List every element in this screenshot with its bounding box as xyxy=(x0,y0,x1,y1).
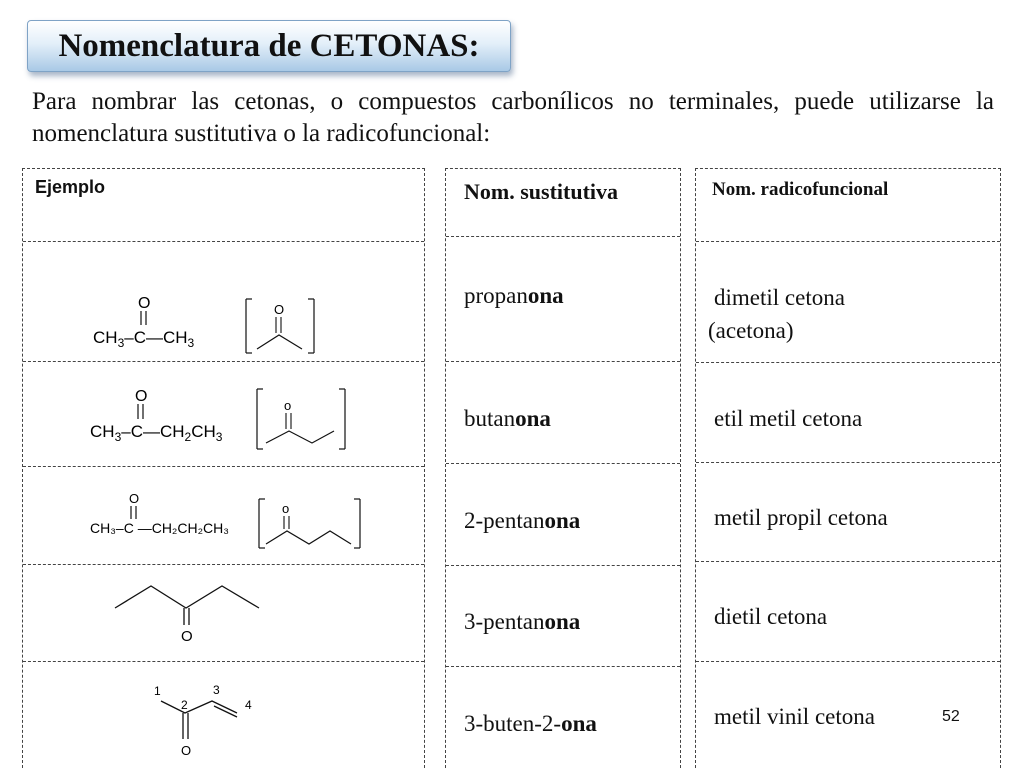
but-3-en-2-one-structure xyxy=(23,661,426,769)
carbon-number-2: 2 xyxy=(181,698,188,712)
sustitutiva-name: 2-pentanona xyxy=(464,508,581,533)
carbon-number-1: 1 xyxy=(154,684,161,698)
skeletal-oxygen: o xyxy=(284,398,292,413)
condensed-formula: CH₃–C —CH₂CH₂CH₃ xyxy=(90,520,229,536)
intro-paragraph: Para nombrar las cetonas, o compuestos carbonílicos no terminales, puede utilizarse la nomenclatura sustitutiva o la radicofuncional: xyxy=(32,88,994,147)
skeletal-oxygen: O xyxy=(181,743,192,758)
pentan-3-one-structure xyxy=(23,564,426,661)
carbonyl-oxygen: O xyxy=(129,491,140,506)
sustitutiva-name: butanona xyxy=(464,406,551,431)
radicofuncional-column xyxy=(695,168,1001,768)
ejemplo-header: Ejemplo xyxy=(35,177,106,197)
carbonyl-oxygen: O xyxy=(135,388,148,405)
carbon-number-3: 3 xyxy=(213,683,220,697)
skeletal-oxygen: O xyxy=(181,628,193,645)
skeletal-oxygen: o xyxy=(282,501,290,516)
pentan-2-one-structure xyxy=(23,466,426,564)
radicofuncional-name: dimetil cetona xyxy=(714,285,845,310)
page-number: 52 xyxy=(942,708,960,725)
svg-text:CH3–C—CH2CH3: $CH_3-C—CH_2CH_3$ xyxy=(90,422,223,444)
carbonyl-oxygen: O xyxy=(138,295,151,312)
radicofuncional-name: dietil cetona xyxy=(714,604,828,629)
sustitutiva-column xyxy=(445,168,681,768)
sustitutiva-name: 3-pentanona xyxy=(464,609,581,634)
ejemplo-column xyxy=(22,168,425,768)
radicofuncional-header: Nom. radicofuncional xyxy=(712,179,889,200)
radicofuncional-name: metil propil cetona xyxy=(714,505,888,530)
slide-title: Nomenclatura de CETONAS: xyxy=(27,20,511,72)
sustitutiva-name: propanona xyxy=(464,283,564,308)
butanone-structure xyxy=(23,361,426,466)
radicofuncional-name: metil vinil cetona xyxy=(714,704,875,729)
propanone-structure xyxy=(23,241,426,361)
svg-text:CH3–C—CH3: $CH_3-C—CH_3$ xyxy=(93,328,195,350)
carbon-number-4: 4 xyxy=(245,698,252,712)
skeletal-oxygen: O xyxy=(274,302,285,317)
sustitutiva-header: Nom. sustitutiva xyxy=(464,179,619,204)
sustitutiva-name: 3-buten-2-ona xyxy=(464,711,597,736)
radicofuncional-name: etil metil cetona xyxy=(714,406,863,431)
radicofuncional-name-extra: (acetona) xyxy=(708,318,794,343)
